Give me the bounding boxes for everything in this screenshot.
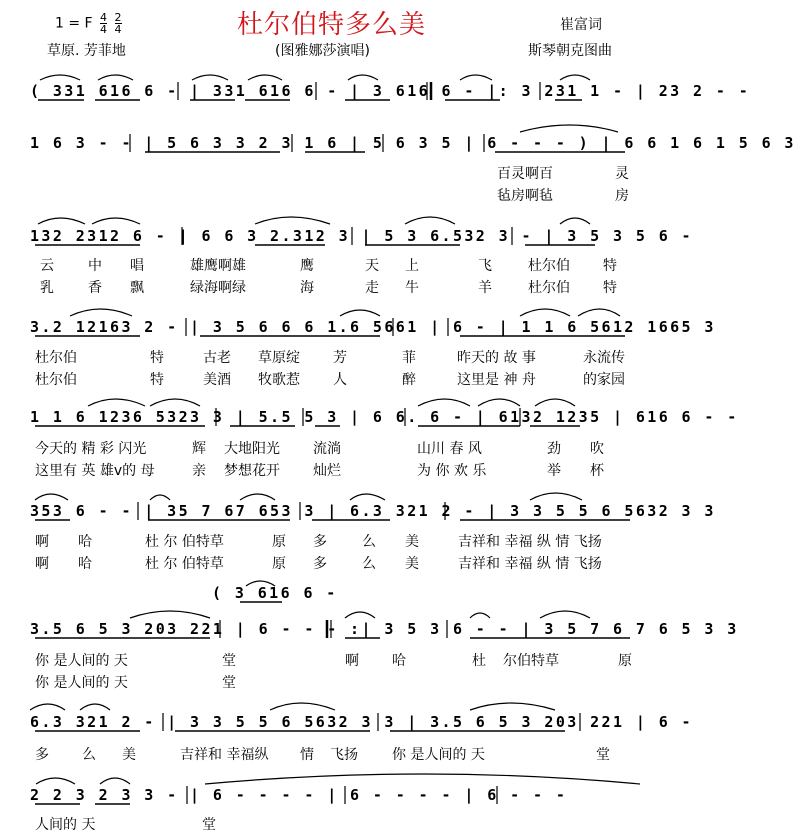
lyric: 杜尔伯 bbox=[35, 350, 77, 366]
lyric: 特 bbox=[603, 280, 617, 296]
time-signature-2 bbox=[115, 12, 122, 35]
lyric: 特 bbox=[150, 350, 164, 366]
lyric: 杜尔伯 bbox=[528, 280, 570, 296]
lyric: 堂 bbox=[596, 747, 610, 763]
lyric: 堂 bbox=[222, 653, 236, 669]
left-credit: 草原. 芳菲地 bbox=[47, 43, 126, 59]
lyric: 吹 bbox=[590, 441, 604, 457]
lyric: 杜 bbox=[472, 653, 486, 669]
lyric-row-4a bbox=[0, 438, 663, 456]
lyric: 举 bbox=[547, 463, 561, 479]
lyric: 你 是人间的 天 bbox=[392, 747, 485, 763]
lyric: 哈 bbox=[78, 556, 92, 572]
lyric: 云 bbox=[40, 258, 54, 274]
lyric: 特 bbox=[603, 258, 617, 274]
lyric-row-3b bbox=[0, 369, 663, 387]
lyric-row-2a bbox=[0, 255, 663, 273]
lyric-row-8 bbox=[0, 814, 663, 832]
lyric: 堂 bbox=[202, 817, 216, 833]
lyric: 绿海啊绿 bbox=[190, 280, 246, 296]
performer: (图雅娜莎演唱) bbox=[275, 43, 370, 59]
lyric: 啊 bbox=[35, 556, 49, 572]
lyric: 梦想花开 bbox=[224, 463, 280, 479]
lyric-row-2b bbox=[0, 277, 663, 295]
lyric: 为 你 欢 乐 bbox=[417, 463, 487, 479]
lyric: 美 bbox=[405, 534, 419, 550]
lyric: 灿烂 bbox=[313, 463, 341, 479]
lyric: 牧歌惹 bbox=[258, 372, 300, 388]
lyric: 多 bbox=[313, 534, 327, 550]
lyric-row-4b bbox=[0, 460, 663, 478]
lyric: 啊 bbox=[35, 534, 49, 550]
notation-line-1: ( 331 616 6 - | 331 616 6 - | 3 616 6 - |: 3 231 1 - | 23 2 - - bbox=[30, 82, 751, 100]
lyric: 杜 尔 伯特草 bbox=[145, 534, 224, 550]
lyric: 飘 bbox=[130, 280, 144, 296]
lyric: 多 bbox=[313, 556, 327, 572]
lyric: 羊 bbox=[478, 280, 492, 296]
notation-line-4: 3.2 12163 2 - | 3 5 6 6 6 1.6 5661 | 6 - | 1 1 6 5612 1665 3 bbox=[30, 318, 716, 336]
lyric-row-6a bbox=[0, 650, 663, 668]
notation-line-9: 6.3 321 2 - | 3 3 5 5 6 5632 3 3 | 3.5 6 5 3 203 221 | 6 - bbox=[30, 713, 693, 731]
lyric: 天 bbox=[365, 258, 379, 274]
lyric: 堂 bbox=[222, 675, 236, 691]
lyric: 山川 春 风 bbox=[417, 441, 482, 457]
lyric: 流淌 bbox=[313, 441, 341, 457]
lyric-row-3a bbox=[0, 347, 663, 365]
lyric: 辉 bbox=[192, 441, 206, 457]
composer: 斯琴朝克图曲 bbox=[528, 43, 612, 59]
lyric: 走 bbox=[365, 280, 379, 296]
lyric: 么 bbox=[362, 556, 376, 572]
lyric: 海 bbox=[300, 280, 314, 296]
lyricist: 崔富词 bbox=[560, 17, 602, 33]
lyric: 灵 bbox=[615, 166, 629, 182]
notation-line-2: 1 6 3 - - | 5 6 3 3 2 3 1 6 | 5 6 3 5 | 6 - - - ) | 6 6 1 6 1 5 6 3 bbox=[30, 134, 796, 152]
lyric: 人间的 天 bbox=[35, 817, 96, 833]
lyric: 飞扬 bbox=[330, 747, 358, 763]
lyric: 杜尔伯 bbox=[528, 258, 570, 274]
lyric: 雄鹰啊雄 bbox=[190, 258, 246, 274]
lyric: 今天的 精 彩 闪光 bbox=[35, 441, 147, 457]
lyric-row-1b bbox=[0, 185, 663, 203]
lyric: 古老 bbox=[203, 350, 231, 366]
lyric: 杯 bbox=[590, 463, 604, 479]
lyric: 醉 bbox=[402, 372, 416, 388]
lyric: 唱 bbox=[130, 258, 144, 274]
song-title: 杜尔伯特多么美 bbox=[236, 10, 426, 40]
lyric: 飞 bbox=[478, 258, 492, 274]
lyric: 么 bbox=[82, 747, 96, 763]
lyric: 美酒 bbox=[203, 372, 231, 388]
lyric: 百灵啊百 bbox=[497, 166, 553, 182]
lyric-row-7 bbox=[0, 744, 663, 762]
lyric: 草原绽 bbox=[258, 350, 300, 366]
lyric: 么 bbox=[362, 534, 376, 550]
lyric: 你 是人间的 天 bbox=[35, 653, 128, 669]
lyric: 上 bbox=[405, 258, 419, 274]
lyric-row-6b bbox=[0, 672, 663, 690]
notation-line-8: 3.5 6 5 3 203 221 | 6 - - - :| 3 5 3 6 - - | 3 5 7 6 7 6 5 3 3 bbox=[30, 620, 739, 638]
lyric: 啊 bbox=[345, 653, 359, 669]
lyric: 乳 bbox=[40, 280, 54, 296]
lyric: 菲 bbox=[402, 350, 416, 366]
lyric-row-1a bbox=[0, 163, 663, 181]
lyric-row-5a bbox=[0, 531, 663, 549]
lyric: 你 是人间的 天 bbox=[35, 675, 128, 691]
notation-line-5: 1 1 6 1236 5323 3 | 5.5 5 3 | 6 6. 6 - | 6132 1235 | 616 6 - - bbox=[30, 408, 739, 426]
lyric: 亲 bbox=[192, 463, 206, 479]
time-sig-1-den: 4 bbox=[100, 23, 108, 36]
lyric: 多 bbox=[35, 747, 49, 763]
lyric: 吉祥和 幸福 纵 情 飞扬 bbox=[458, 556, 602, 572]
time-sig-2-num: 2 bbox=[114, 11, 122, 24]
lyric: 原 bbox=[272, 534, 286, 550]
key-label: 1 = F bbox=[55, 15, 93, 32]
notation-line-7: ( 3 616 6 - bbox=[212, 584, 338, 602]
lyric: 大地阳光 bbox=[224, 441, 280, 457]
time-signature-1 bbox=[100, 12, 107, 35]
lyric: 这里有 英 雄v的 母 bbox=[35, 463, 155, 479]
lyric: 美 bbox=[405, 556, 419, 572]
lyric: 永流传 bbox=[583, 350, 625, 366]
lyric: 劲 bbox=[547, 441, 561, 457]
lyric-row-5b bbox=[0, 553, 663, 571]
notation-line-10: 2 2 3 2 3 3 - | 6 - - - - | 6 - - - - | 6 - - - bbox=[30, 786, 568, 804]
lyric: 芳 bbox=[333, 350, 347, 366]
lyric: 特 bbox=[150, 372, 164, 388]
lyric: 的家园 bbox=[583, 372, 625, 388]
lyric: 原 bbox=[272, 556, 286, 572]
lyric: 房 bbox=[615, 188, 629, 204]
lyric: 哈 bbox=[392, 653, 406, 669]
lyric: 昨天的 故 事 bbox=[457, 350, 536, 366]
lyric: 尔伯特草 bbox=[503, 653, 559, 669]
notation-line-6: 353 6 - - | 35 7 67 653 3 | 6.3 321 2 - | 3 3 5 5 6 5632 3 3 bbox=[30, 502, 716, 520]
lyric: 中 bbox=[88, 258, 102, 274]
lyric: 情 bbox=[300, 747, 314, 763]
lyric: 杜 尔 伯特草 bbox=[145, 556, 224, 572]
time-sig-1-num: 4 bbox=[100, 11, 108, 24]
lyric: 哈 bbox=[78, 534, 92, 550]
key-signature bbox=[55, 12, 122, 35]
lyric: 美 bbox=[122, 747, 136, 763]
time-sig-2-den: 4 bbox=[114, 23, 122, 36]
lyric: 吉祥和 幸福纵 bbox=[180, 747, 269, 763]
lyric: 原 bbox=[618, 653, 632, 669]
lyric: 毡房啊毡 bbox=[497, 188, 553, 204]
lyric: 牛 bbox=[405, 280, 419, 296]
lyric: 杜尔伯 bbox=[35, 372, 77, 388]
lyric: 鹰 bbox=[300, 258, 314, 274]
lyric: 香 bbox=[88, 280, 102, 296]
notation-line-3: 132 2312 6 - | 6 6 3 2.312 3 | 5 3 6.532 3 - | 3 5 3 5 6 - bbox=[30, 227, 693, 245]
lyric: 这里是 神 舟 bbox=[457, 372, 536, 388]
lyric: 吉祥和 幸福 纵 情 飞扬 bbox=[458, 534, 602, 550]
lyric: 人 bbox=[333, 372, 347, 388]
